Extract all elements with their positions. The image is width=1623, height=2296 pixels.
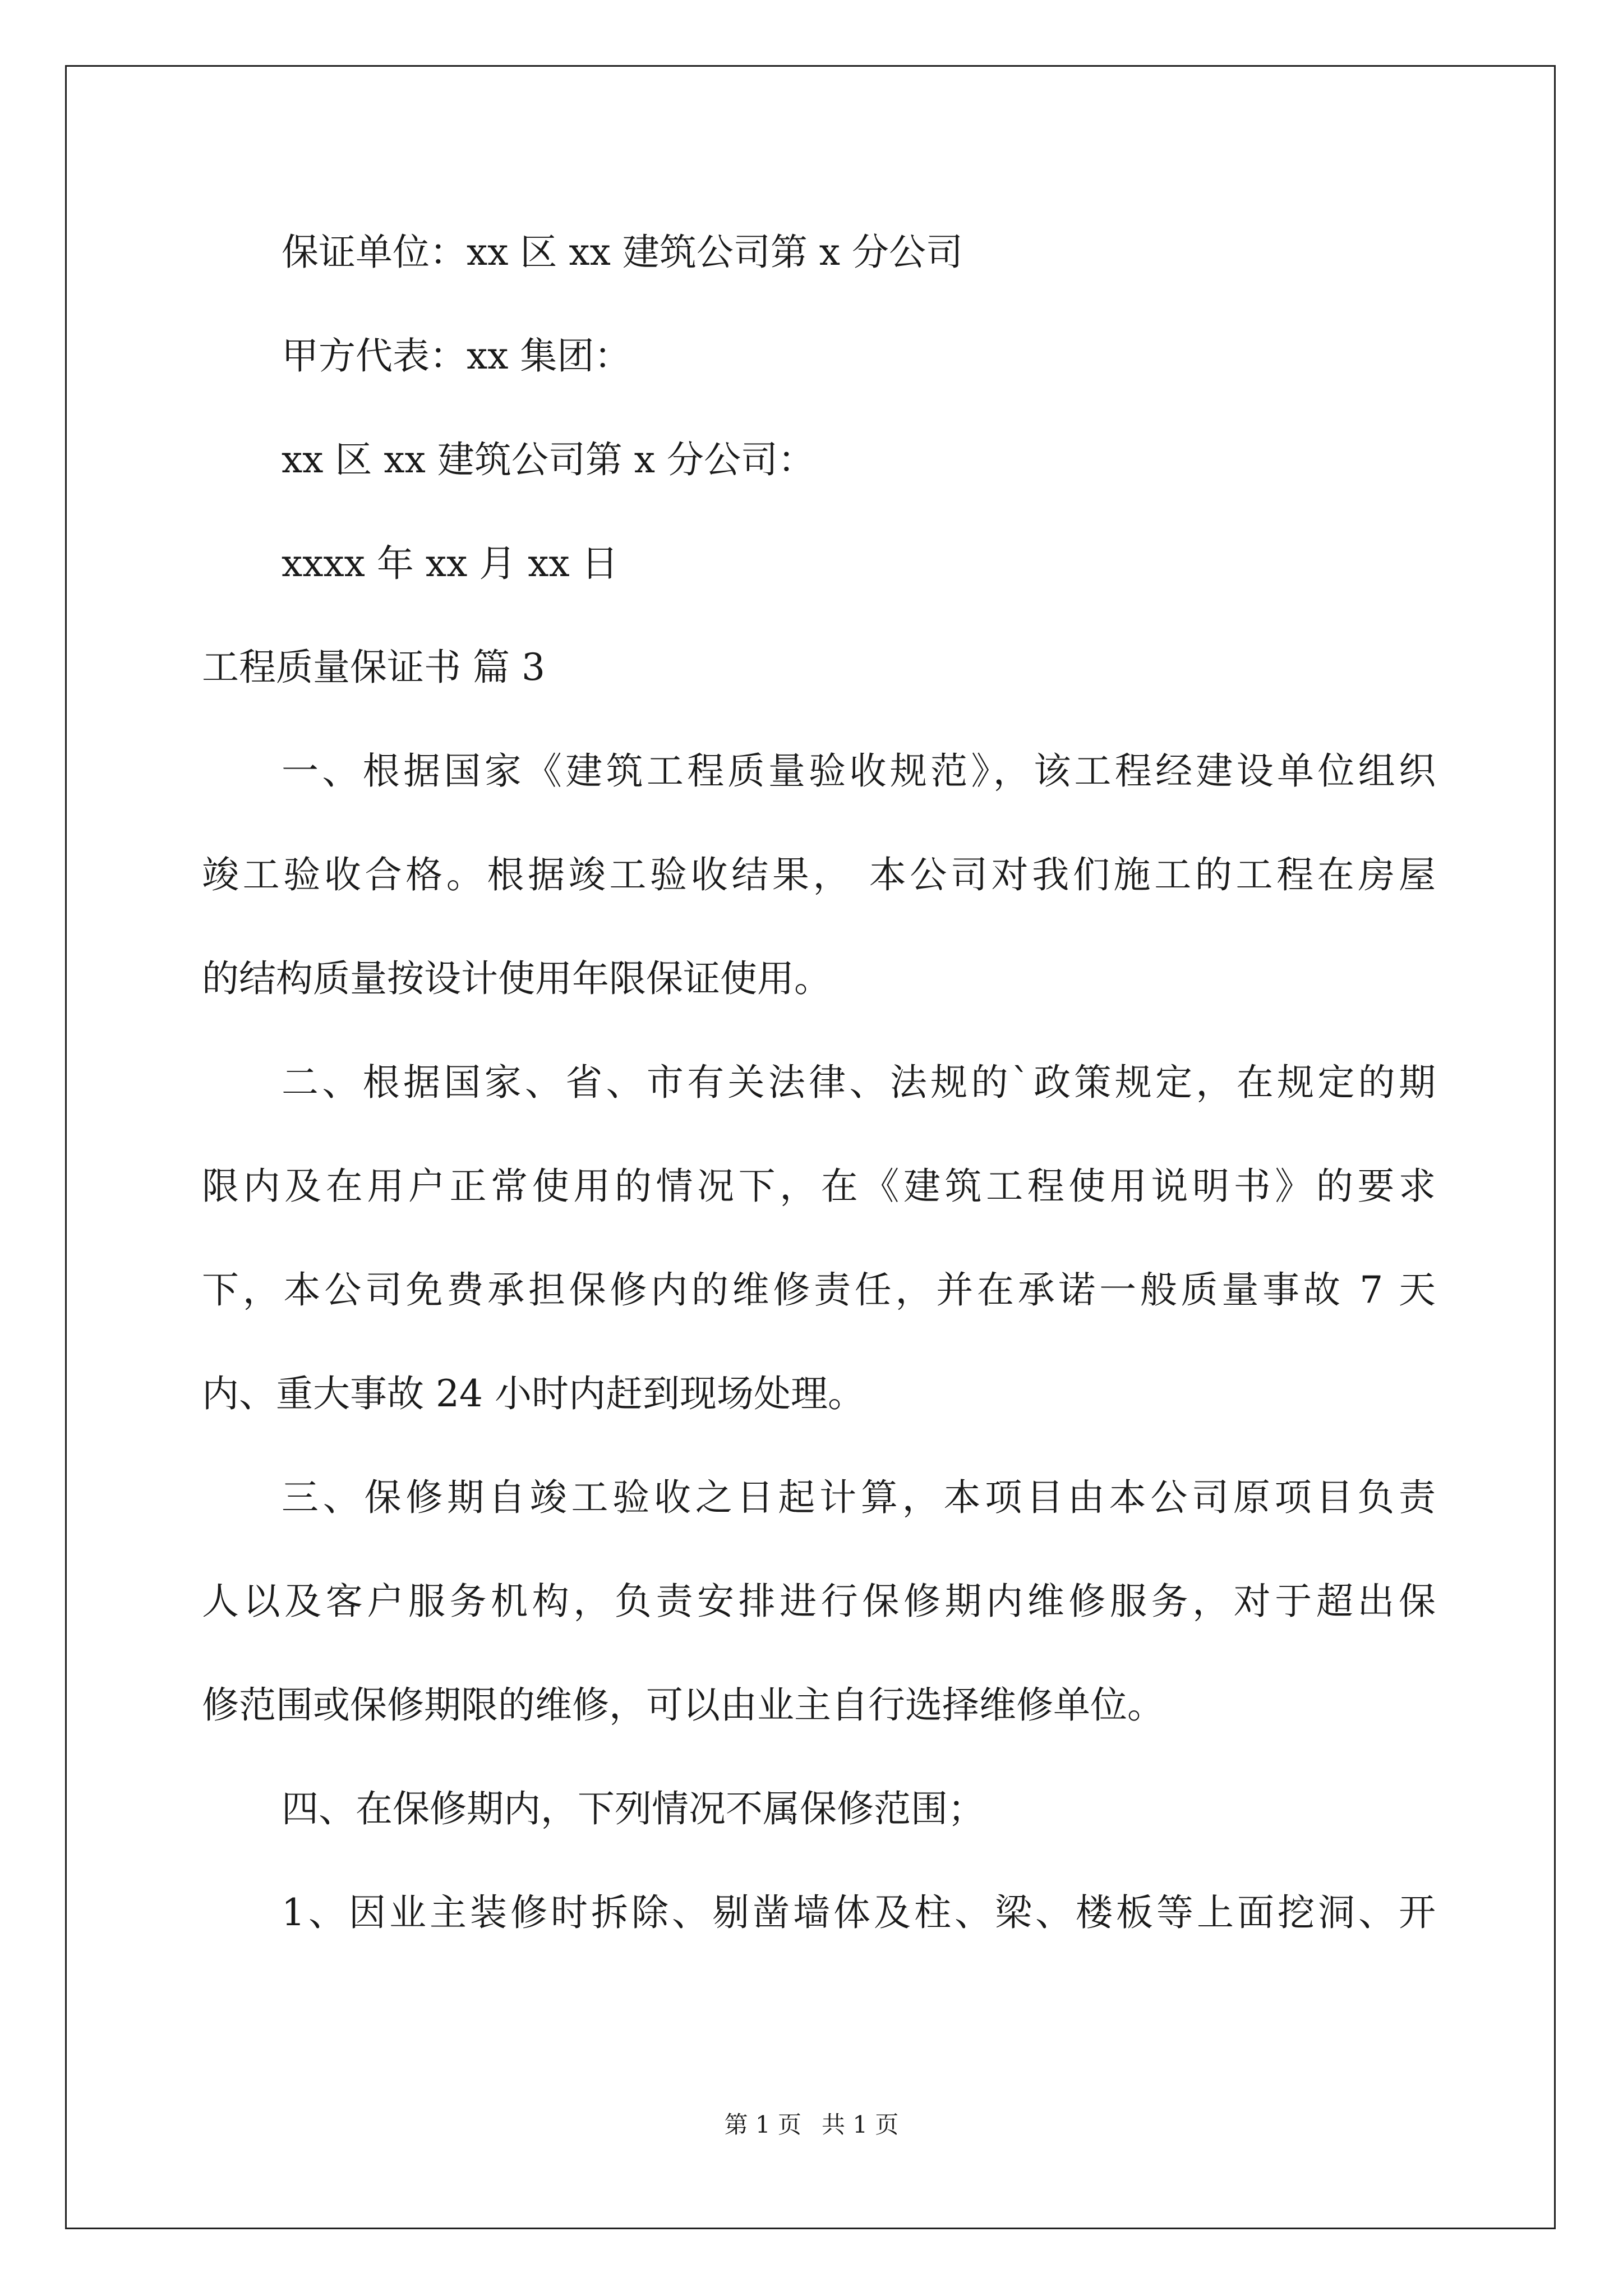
paragraph-line: 人以及客户服务机构，负责安排进行保修期内维修服务，对于超出保: [202, 1580, 1436, 1623]
paragraph-line: 的结构质量按设计使用年限保证使用。: [202, 957, 831, 1000]
guarantor-line: 保证单位：xx 区 xx 建筑公司第 x 分公司: [282, 231, 963, 274]
paragraph-line: 限内及在用户正常使用的情况下，在《建筑工程使用说明书》的要求: [202, 1165, 1436, 1208]
party-a-line: 甲方代表：xx 集团：: [282, 334, 631, 378]
page-number: 第 1 页: [724, 2111, 801, 2138]
paragraph-line: 一、根据国家《建筑工程质量验收规范》，该工程经建设单位组织: [282, 749, 1436, 793]
paragraph-line: 修范围或保修期限的维修，可以由业主自行选择维修单位。: [202, 1683, 1164, 1727]
page-total: 共 1 页: [822, 2111, 899, 2138]
paragraph-line: 四、在保修期内，下列情况不属保修范围；: [282, 1787, 985, 1830]
page-footer: [0, 2109, 1623, 2141]
paragraph-line: 下，本公司免费承担保修内的维修责任，并在承诺一般质量事故 7 天: [202, 1268, 1436, 1312]
section-heading: 工程质量保证书 篇 3: [202, 646, 545, 689]
paragraph-line: 内、重大事故 24 小时内赶到现场处理。: [202, 1372, 865, 1415]
date-line: xxxx 年 xx 月 xx 日: [282, 542, 619, 585]
paragraph-line: 二、根据国家、省、市有关法律、法规的`政策规定，在规定的期: [282, 1061, 1436, 1104]
party-b-line: xx 区 xx 建筑公司第 x 分公司：: [282, 438, 815, 481]
paragraph-line: 竣工验收合格。根据竣工验收结果， 本公司对我们施工的工程在房屋: [202, 853, 1436, 896]
paragraph-line: 1、因业主装修时拆除、剔凿墙体及柱、梁、楼板等上面挖洞、开: [282, 1891, 1436, 1934]
paragraph-line: 三、保修期自竣工验收之日起计算，本项目由本公司原项目负责: [282, 1476, 1436, 1519]
